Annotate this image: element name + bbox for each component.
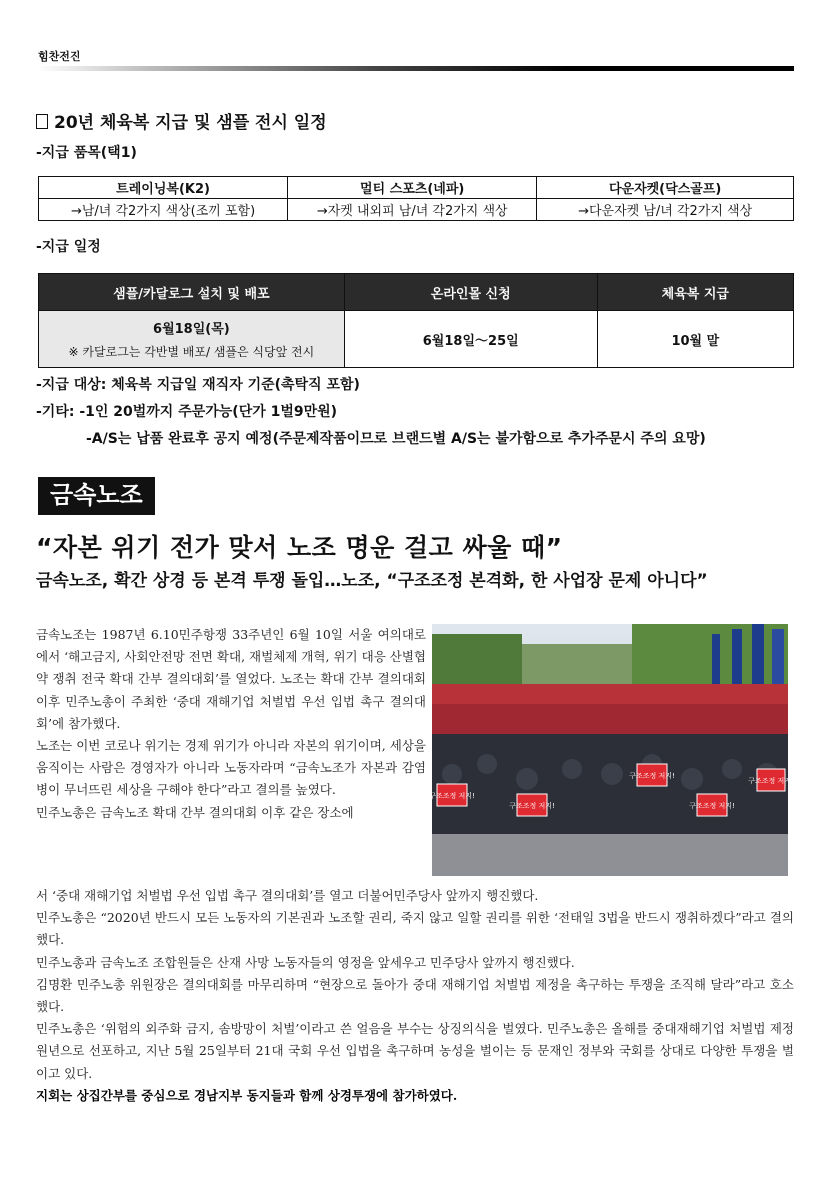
info-target: -지급 대상: 체육복 지급일 재직자 기준(촉탁직 포함)	[36, 377, 360, 393]
photo-sign-text: 구조조정 저지!	[429, 792, 475, 800]
info-etc: -기타: -1인 20벌까지 주문가능(단가 1벌9만원)	[36, 404, 338, 420]
schedule-label: -지급 일정	[36, 239, 101, 255]
article-paragraph: 김명환 민주노총 위원장은 결의대회를 마무리하며 “현장으로 돌아가 중대 재해기업 처벌법 제정을 촉구하는 투쟁을 조직해 달라”라고 호소했다.	[36, 976, 794, 1015]
items-cell-2: →자켓 내외피 남/녀 각2가지 색상	[288, 199, 537, 221]
article-paragraph: 노조는 이번 코로나 위기는 경제 위기가 아니라 자본의 위기이며, 세상을 움직이는 사람은 경영자가 아니라 노동자라며 “금속노조가 자본과 감염병이 무너뜨린 세상을 구해야 한다”라고 결의를 높였다.	[36, 738, 426, 798]
subheadline: 금속노조, 확간 상경 등 본격 투쟁 돌입…노조, “구조조정 본격화, 한 사업장 문제 아니다”	[36, 571, 708, 591]
article-paragraph: 금속노조는 1987년 6.10민주항쟁 33주년인 6월 10일 서울 여의대로에서 ‘해고금지, 사회안전망 전면 확대, 재벌체제 개혁, 위기 대응 산별협약 쟁취 전국 확대 간부 결의대회’를 열었다. 노조는 확대 간부 결의대회 이후 민주노총이 주최한 ‘중대 재해기업 처벌법 우선 입법 촉구 결의대회’에 참가했다.	[36, 627, 426, 731]
schedule-cell-2: 6월18일～25일	[344, 311, 597, 368]
article-closing: 지회는 상집간부를 중심으로 경남지부 동지들과 함께 상경투쟁에 참가하였다.	[36, 1087, 458, 1103]
section-title	[36, 108, 327, 133]
schedule-table	[38, 273, 794, 368]
photo-sign-text: 구조조정 저지!	[629, 772, 675, 780]
article-paragraph: 민주노총은 “2020년 반드시 모든 노동자의 기본권과 노조할 권리, 죽지 않고 일할 권리를 위한 ‘전태일 3법을 반드시 쟁취하겠다”라고 결의했다.	[36, 910, 794, 948]
schedule-cell-1-note: ※ 카달로그는 각반별 배포/ 샘플은 식당앞 전시	[68, 345, 315, 359]
items-header-1: 트레이닝복(K2)	[39, 177, 288, 199]
checkbox-icon	[36, 114, 48, 129]
items-label: -지급 품목(택1)	[36, 145, 137, 161]
article-paragraph: 서 ‘중대 재해기업 처벌법 우선 입법 촉구 결의대회’를 열고 더불어민주당사 앞까지 행진했다.	[36, 888, 539, 903]
items-table	[38, 176, 794, 221]
headline: “자본 위기 전가 맞서 노조 명운 걸고 싸울 때”	[36, 533, 563, 562]
article-paragraph: 민주노총과 금속노조 조합원들은 산재 사망 노동자들의 영정을 앞세우고 민주당사 앞까지 행진했다.	[36, 954, 575, 970]
article-paragraph: 민주노총은 ‘위험의 외주화 금지, 솜방망이 처벌’이라고 쓴 얼음을 부수는 상징의식을 벌였다. 민주노총은 올해를 중대재해기업 처벌법 제정 원년으로 선포하고, 지난 5월 25일부터 21대 국회 우선 입법을 촉구하며 농성을 벌이는 등 문재인 정부와 국회를 상대로 다양한 투쟁을 벌이고 있다.	[36, 1021, 794, 1081]
rally-photo-image	[429, 624, 794, 876]
header-rule	[38, 66, 794, 71]
photo-sign-text: 구조조정 저지!	[509, 802, 555, 810]
items-cell-3: →다운자켓 남/녀 각2가지 색상	[537, 199, 794, 221]
section-title-text: 20년 체육복 지급 및 샘플 전시 일정	[54, 113, 327, 133]
photo-sign-text: 구조조정 저지!	[689, 802, 735, 810]
items-header-2: 멀티 스포츠(네파)	[288, 177, 537, 199]
union-tag: 금속노조	[38, 477, 155, 515]
items-cell-1: →남/녀 각2가지 색상(조끼 포함)	[39, 199, 288, 221]
article-full-width	[36, 885, 794, 1107]
schedule-cell-1	[39, 311, 345, 368]
header-label: 힘찬전진	[38, 50, 81, 63]
items-header-3: 다운자켓(닥스골프)	[537, 177, 794, 199]
schedule-cell-1-main: 6월18일(목)	[153, 322, 230, 337]
rally-photo	[429, 624, 794, 876]
photo-sign-text: 구조조정 저지!	[748, 777, 794, 785]
schedule-header-2: 온라인몰 신청	[344, 274, 597, 311]
schedule-cell-3: 10월 말	[597, 311, 793, 368]
schedule-header-1: 샘플/카달로그 설치 및 배포	[39, 274, 345, 311]
article-paragraph: 민주노총은 금속노조 확대 간부 결의대회 이후 같은 장소에	[36, 804, 354, 820]
article-left-column	[36, 624, 426, 824]
info-as: -A/S는 납품 완료후 공지 예정(주문제작품이므로 브랜드별 A/S는 불가함으로 추가주문시 주의 요망)	[86, 431, 706, 447]
schedule-header-3: 체육복 지급	[597, 274, 793, 311]
